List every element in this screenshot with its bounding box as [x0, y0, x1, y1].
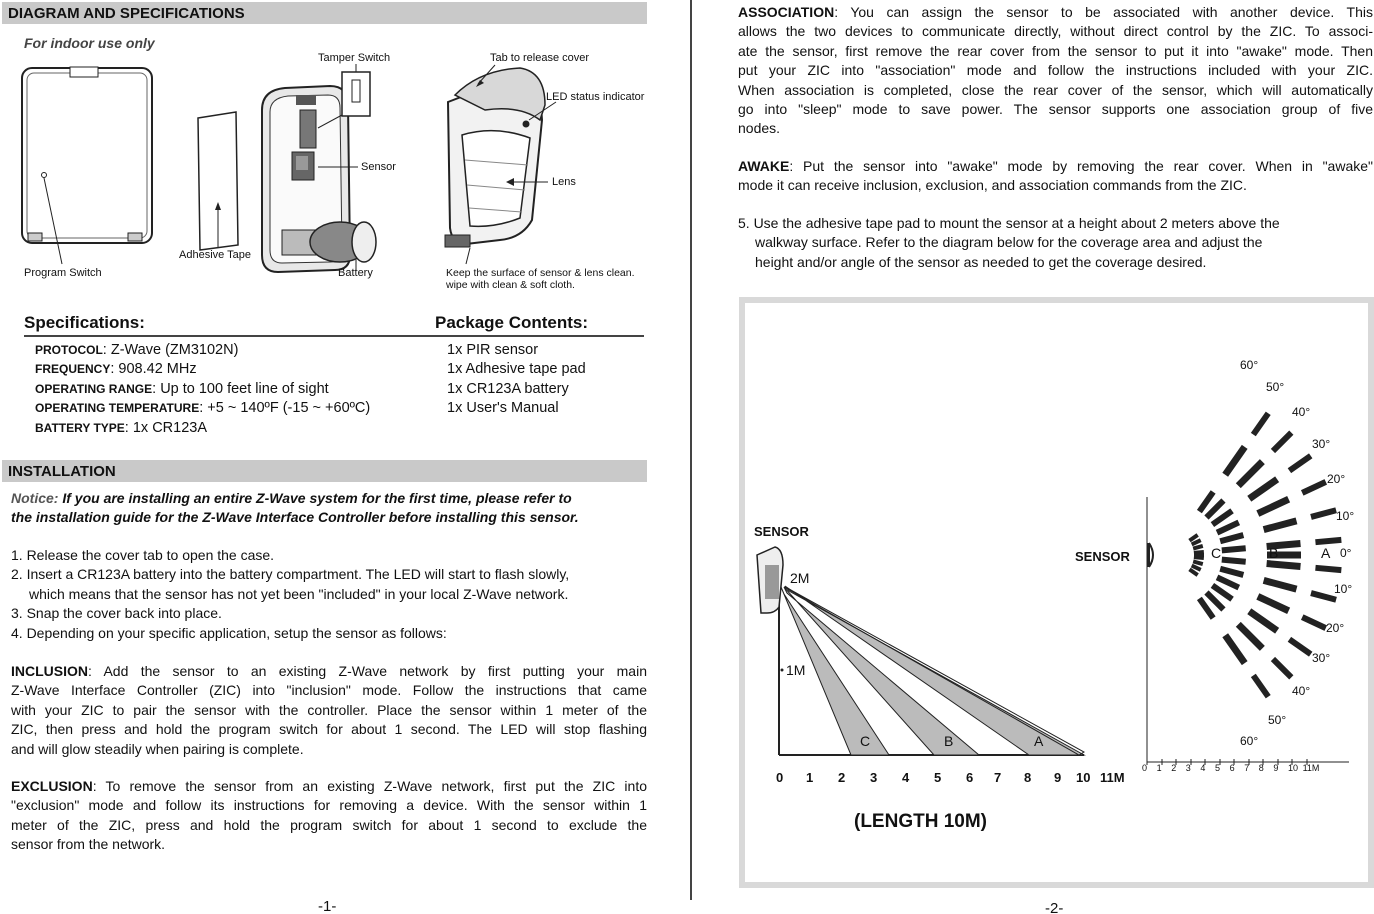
side-axis-tick-label: 1: [806, 770, 814, 785]
step-2: 2. Insert a CR123A battery into the battery compartment. The LED will start to flash slowly,: [11, 566, 570, 583]
top-axis-tick-label: 5: [1215, 763, 1221, 773]
label-battery: Battery: [338, 267, 373, 279]
fan-segment: [1247, 476, 1279, 501]
top-axis-tick-label: 7: [1244, 763, 1250, 773]
label-clean-note-1: Keep the surface of sensor & lens clean.: [446, 267, 635, 279]
package-item: 1x CR123A battery: [447, 380, 569, 397]
fan-segment: [1256, 593, 1290, 614]
spec-battery-type: BATTERY TYPE: 1x CR123A: [35, 419, 208, 436]
fan-segment: [1310, 590, 1337, 603]
side-axis-tick-label: 6: [966, 770, 974, 785]
top-axis-tick-label: 4: [1200, 763, 1206, 773]
angle-label: 50°: [1266, 380, 1285, 394]
section-header-diagram: DIAGRAM AND SPECIFICATIONS: [2, 2, 647, 24]
step-5-line: height and/or angle of the sensor as needed to get the coverage desired.: [755, 253, 1207, 270]
spec-frequency: FREQUENCY: 908.42 MHz: [35, 361, 197, 378]
fan-segment: [1288, 637, 1313, 657]
package-heading: Package Contents:: [435, 313, 589, 332]
fan-segment: [1236, 622, 1265, 651]
step-5: [738, 214, 1373, 272]
fan-segment: [1222, 545, 1246, 553]
inclusion-line: with your ZIC to pair the sensor with the controller. Place the sensor within 1 meter of the: [11, 701, 647, 718]
side-axis-tick-label: 2: [838, 770, 846, 785]
step-5-line: 5. Use the adhesive tape pad to mount the sensor at a height about 2 meters above the: [738, 215, 1280, 231]
fan-segment: [1222, 445, 1247, 477]
association-line: allows the two devices to communicate directly, without direct control by the ZIC. To associ-: [738, 23, 1373, 40]
step-4: 4. Depending on your specific application, setup the sensor as follows:: [11, 624, 447, 641]
specs-rule: [24, 335, 644, 337]
side-axis-tick-label: 9: [1054, 770, 1062, 785]
zone-b-label: B: [944, 733, 954, 749]
fan-segment: [1256, 496, 1290, 517]
fan-segment: [1222, 633, 1247, 665]
fan-segment: [1251, 412, 1271, 437]
fan-segment: [1219, 532, 1244, 544]
top-axis-tick-label: 1: [1156, 763, 1162, 773]
exclusion-paragraph: [11, 777, 647, 855]
page-number-right: -2-: [1045, 900, 1064, 914]
fan-segment: [1236, 459, 1265, 488]
zone-c-label: C: [860, 733, 871, 749]
notice-line-2: the installation guide for the Z-Wave Interface Controller before installing this sensor.: [11, 509, 579, 526]
label-sensor: Sensor: [361, 161, 396, 173]
awake-line: mode it can receive inclusion, exclusion, and association commands from the ZIC.: [738, 177, 1247, 194]
inclusion-line: and will glow steadily when pairing is complete.: [11, 740, 304, 757]
zone-a-label: A: [1034, 733, 1044, 749]
fan-segment: [1251, 674, 1271, 699]
length-label: (LENGTH 10M): [854, 811, 987, 832]
zone-b-beam: [784, 587, 979, 755]
angle-label: 50°: [1268, 713, 1287, 727]
top-axis-tick-label: 3: [1185, 763, 1191, 773]
package-item: 1x User's Manual: [447, 400, 559, 417]
page-number-left: -1-: [318, 898, 337, 914]
side-axis-tick-label: 11M: [1100, 770, 1125, 785]
association-line: go into "sleep" mode to save power. The sensor supports one association group of five: [738, 101, 1373, 118]
top-axis-tick-label: 6: [1229, 763, 1235, 773]
association-line: put your ZIC into "association" mode and follow the instructions included with your ZIC.: [738, 62, 1373, 79]
fan-segment: [1301, 479, 1327, 495]
inclusion-line: INCLUSION: Add the sensor to an existing Z-Wave network by first putting your main: [11, 663, 647, 679]
inclusion-paragraph: [11, 662, 647, 759]
installation-steps: [11, 546, 651, 643]
height-1m: 1M: [786, 662, 806, 678]
label-led-indicator: LED status indicator: [546, 91, 645, 103]
step-2-cont: which means that the sensor has not yet been "included" in your local Z-Wave network.: [29, 585, 569, 602]
label-clean-note-2: wipe with clean & soft cloth.: [446, 279, 575, 291]
fan-segment: [1271, 431, 1294, 454]
inclusion-line: Z-Wave Interface Controller (ZIC) into "inclusion" mode. Follow the instructions that came: [11, 682, 647, 699]
side-axis-tick-label: 5: [934, 770, 942, 785]
specs-heading: Specifications:: [24, 313, 145, 332]
awake-paragraph: [738, 157, 1373, 196]
angle-label: 60°: [1240, 358, 1259, 372]
fan-segment: [1266, 560, 1300, 570]
notice-block: [11, 489, 651, 528]
step-1: 1. Release the cover tab to open the case.: [11, 547, 275, 563]
fan-segment: [1219, 566, 1244, 578]
top-zone-c: C: [1211, 545, 1222, 561]
association-line: ate the sensor, first remove the rear cover from the sensor to put it into "awake" mode. Then: [738, 42, 1373, 59]
side-axis-labels: [770, 770, 1140, 788]
top-axis-tick-label: 8: [1258, 763, 1264, 773]
notice-line-1: Notice: If you are installing an entire Z-Wave system for the first time, please refer to: [11, 490, 572, 506]
height-2m: 2M: [790, 570, 810, 586]
fan-segment: [1271, 657, 1294, 680]
association-paragraph: [738, 3, 1373, 139]
package-item: 1x PIR sensor: [447, 342, 539, 358]
association-line: nodes.: [738, 120, 781, 137]
inclusion-line: ZIC, then press and hold the program switch for about 1 second. The LED will stop flashing: [11, 721, 647, 738]
angle-label: 40°: [1292, 405, 1311, 419]
angle-label: 0°: [1340, 546, 1352, 560]
association-line: ASSOCIATION: You can assign the sensor to be associated with another device. This: [738, 4, 1373, 20]
fan-segment: [1288, 453, 1313, 473]
exclusion-line: sensor from the network.: [11, 836, 166, 853]
section-header-installation: INSTALLATION: [2, 460, 647, 482]
side-axis-tick-label: 8: [1024, 770, 1032, 785]
top-axis-tick-label: 11M: [1302, 763, 1320, 773]
side-axis-tick-label: 10: [1076, 770, 1091, 785]
package-list: [447, 342, 586, 420]
side-axis-tick-label: 3: [870, 770, 878, 785]
angle-label: 10°: [1336, 509, 1355, 523]
fan-segment: [1263, 577, 1298, 593]
angle-label: 30°: [1312, 437, 1331, 451]
spec-protocol: PROTOCOL: Z-Wave (ZM3102N): [35, 342, 239, 358]
fan-segment: [1263, 517, 1298, 533]
exclusion-line: meter of the ZIC, press and hold the program switch for about 1 second to exclude the: [11, 816, 647, 833]
angle-label: 10°: [1334, 582, 1353, 596]
indoor-note: For indoor use only: [24, 35, 155, 51]
fan-segment: [1310, 507, 1337, 520]
spec-operating-range: OPERATING RANGE: Up to 100 feet line of sight: [35, 380, 329, 397]
top-axis-tick-label: 0: [1142, 763, 1148, 773]
angle-label: 60°: [1240, 734, 1259, 748]
top-axis-tick-label: 9: [1273, 763, 1279, 773]
step-3: 3. Snap the cover back into place.: [11, 605, 222, 622]
angle-label: 20°: [1326, 621, 1345, 635]
label-tab-release: Tab to release cover: [490, 52, 590, 64]
fan-segment: [1315, 537, 1341, 545]
fan-segment: [1315, 565, 1341, 573]
fan-segment: [1247, 608, 1279, 633]
association-line: When association is completed, close the rear cover of the sensor, which will automatically: [738, 81, 1373, 98]
angle-label: 20°: [1327, 472, 1346, 486]
angle-label: 40°: [1292, 684, 1311, 698]
label-tamper-switch: Tamper Switch: [318, 52, 391, 64]
label-program-switch: Program Switch: [24, 267, 102, 279]
exclusion-line: "exclusion" mode and follow its instructions for removing a device. With the sensor within 1: [11, 797, 647, 814]
top-view: [1147, 412, 1352, 765]
fan-segment: [1222, 557, 1246, 565]
label-lens: Lens: [552, 176, 576, 188]
sensor-label-right: SENSOR: [1075, 549, 1130, 564]
front-cover: [22, 68, 152, 243]
exclusion-line: EXCLUSION: To remove the sensor from an existing Z-Wave network, first put the ZIC into: [11, 778, 647, 794]
side-axis-tick-label: 4: [902, 770, 910, 785]
top-axis-tick-label: 10: [1288, 763, 1299, 773]
step-5-line: walkway surface. Refer to the diagram below for the coverage area and adjust the: [755, 234, 1263, 251]
angle-label: 30°: [1312, 651, 1331, 665]
page-divider: [690, 0, 692, 900]
fan-segment: [1301, 614, 1327, 630]
side-axis-tick-label: 7: [994, 770, 1002, 785]
top-axis-tick-label: 2: [1171, 763, 1177, 773]
package-item: 1x Adhesive tape pad: [447, 361, 586, 378]
product-diagram: [0, 50, 660, 300]
top-axis-labels: [1142, 763, 1352, 775]
spec-operating-temperature: OPERATING TEMPERATURE: +5 ~ 140ºF (-15 ~ +60ºC): [35, 400, 371, 417]
top-zone-a: A: [1321, 545, 1331, 561]
sensor-label-left: SENSOR: [754, 524, 809, 539]
label-adhesive-tape: Adhesive Tape: [179, 249, 251, 261]
specs-list: [35, 342, 370, 439]
awake-line: AWAKE: Put the sensor into "awake" mode by removing the rear cover. When in "awake": [738, 158, 1373, 174]
top-zone-b: B: [1269, 545, 1279, 561]
side-axis-tick-label: 0: [776, 770, 784, 785]
